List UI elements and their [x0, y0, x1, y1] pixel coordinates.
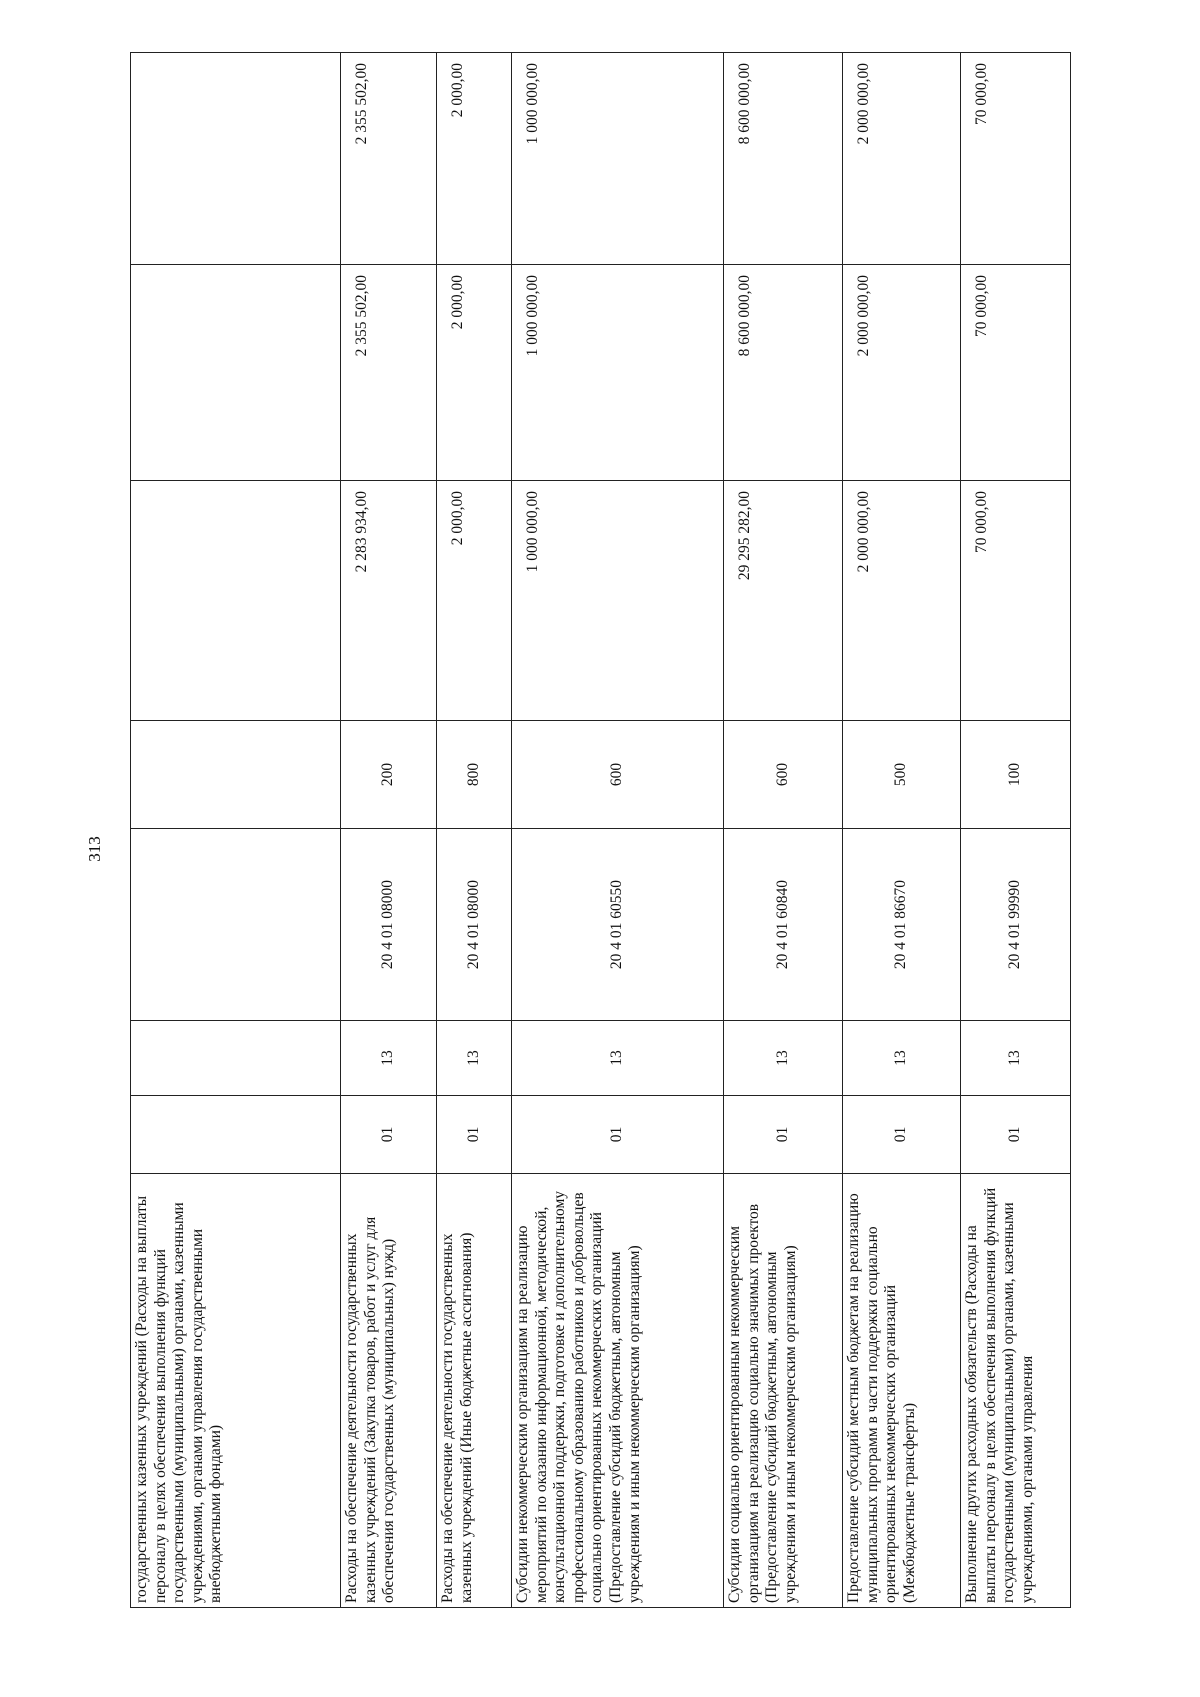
row-amount-year2: 1 000 000,00 [512, 265, 724, 481]
row-name: Субсидии социально ориентированным некоммерческим организациям на реализацию социально значимых проектов (Предоставление субсидий бюджетным, автономным учреждениям и иным некоммерческим организациям) [724, 1174, 843, 1608]
budget-table [130, 52, 1071, 1608]
row-target-article: 20 4 01 99990 [961, 829, 1071, 1021]
row-name: Предоставление субсидий местным бюджетам на реализацию муниципальных программ в части поддержки социально ориентированных некоммерческих организаций (Межбюджетные трансферты) [843, 1174, 961, 1608]
row-section-code: 01 [341, 1096, 437, 1174]
row-subsection-code [131, 1021, 341, 1096]
row-amount-year2: 2 000 000,00 [843, 265, 961, 481]
row-target-article: 20 4 01 08000 [341, 829, 437, 1021]
row-amount-year1: 29 295 282,00 [724, 481, 843, 721]
row-name: Расходы на обеспечение деятельности государственных казенных учреждений (Закупка товаров, работ и услуг для обеспечения государственных (муниципальных) нужд) [341, 1174, 437, 1608]
row-subsection-code: 13 [724, 1021, 843, 1096]
row-expense-type: 500 [843, 721, 961, 829]
row-name: Субсидии некоммерческим организациям на реализацию мероприятий по оказанию информационной, методической, консультационной поддержки, подготовке и дополнительному профессиональному образованию работников и добровольцев социально ориентированных некоммерческих организаций (Предоставление субсидий бюджетным, автономным учреждениям и иным некоммерческим организациям) [512, 1174, 724, 1608]
row-amount-year1: 70 000,00 [961, 481, 1071, 721]
row-amount-year3: 2 355 502,00 [341, 53, 437, 265]
row-amount-year1: 2 283 934,00 [341, 481, 437, 721]
row-amount-year2: 2 000,00 [437, 265, 512, 481]
row-amount-year2: 2 355 502,00 [341, 265, 437, 481]
row-name: государственных казенных учреждений (Расходы на выплаты персоналу в целях обеспечения выполнения функций государственными (муниципальными) органами, казенными учреждениями, органами управления государственными внебюджетными фондами) [131, 1174, 341, 1608]
row-target-article: 20 4 01 60550 [512, 829, 724, 1021]
row-subsection-code: 13 [961, 1021, 1071, 1096]
table-row [341, 53, 437, 1608]
row-expense-type: 200 [341, 721, 437, 829]
row-amount-year3: 2 000,00 [437, 53, 512, 265]
row-amount-year1: 2 000,00 [437, 481, 512, 721]
table-row [437, 53, 512, 1608]
row-expense-type: 800 [437, 721, 512, 829]
row-amount-year3 [131, 53, 341, 265]
table-row [724, 53, 843, 1608]
row-expense-type: 100 [961, 721, 1071, 829]
row-subsection-code: 13 [512, 1021, 724, 1096]
row-amount-year1: 1 000 000,00 [512, 481, 724, 721]
row-amount-year2 [131, 265, 341, 481]
row-section-code: 01 [961, 1096, 1071, 1174]
row-subsection-code: 13 [341, 1021, 437, 1096]
row-amount-year1: 2 000 000,00 [843, 481, 961, 721]
row-section-code: 01 [843, 1096, 961, 1174]
row-amount-year3: 1 000 000,00 [512, 53, 724, 265]
row-target-article: 20 4 01 08000 [437, 829, 512, 1021]
row-amount-year3: 70 000,00 [961, 53, 1071, 265]
row-expense-type: 600 [512, 721, 724, 829]
row-section-code: 01 [724, 1096, 843, 1174]
page-number: 313 [85, 836, 104, 862]
row-amount-year2: 8 600 000,00 [724, 265, 843, 481]
table-row [961, 53, 1071, 1608]
table-row [131, 53, 341, 1608]
table-row [843, 53, 961, 1608]
row-amount-year2: 70 000,00 [961, 265, 1071, 481]
row-amount-year3: 2 000 000,00 [843, 53, 961, 265]
row-expense-type [131, 721, 341, 829]
row-section-code [131, 1096, 341, 1174]
row-subsection-code: 13 [843, 1021, 961, 1096]
row-section-code: 01 [512, 1096, 724, 1174]
row-amount-year3: 8 600 000,00 [724, 53, 843, 265]
row-section-code: 01 [437, 1096, 512, 1174]
row-name: Расходы на обеспечение деятельности государственных казенных учреждений (Иные бюджетные ассигнования) [437, 1174, 512, 1608]
table-row [512, 53, 724, 1608]
row-name: Выполнение других расходных обязательств (Расходы на выплаты персоналу в целях обеспечения выполнения функций государственными (муниципальными) органами, казенными учреждениями, органами управления [961, 1174, 1071, 1608]
row-expense-type: 600 [724, 721, 843, 829]
row-target-article [131, 829, 341, 1021]
row-target-article: 20 4 01 86670 [843, 829, 961, 1021]
row-subsection-code: 13 [437, 1021, 512, 1096]
row-amount-year1 [131, 481, 341, 721]
rotated-page-content [130, 53, 1070, 1608]
row-target-article: 20 4 01 60840 [724, 829, 843, 1021]
